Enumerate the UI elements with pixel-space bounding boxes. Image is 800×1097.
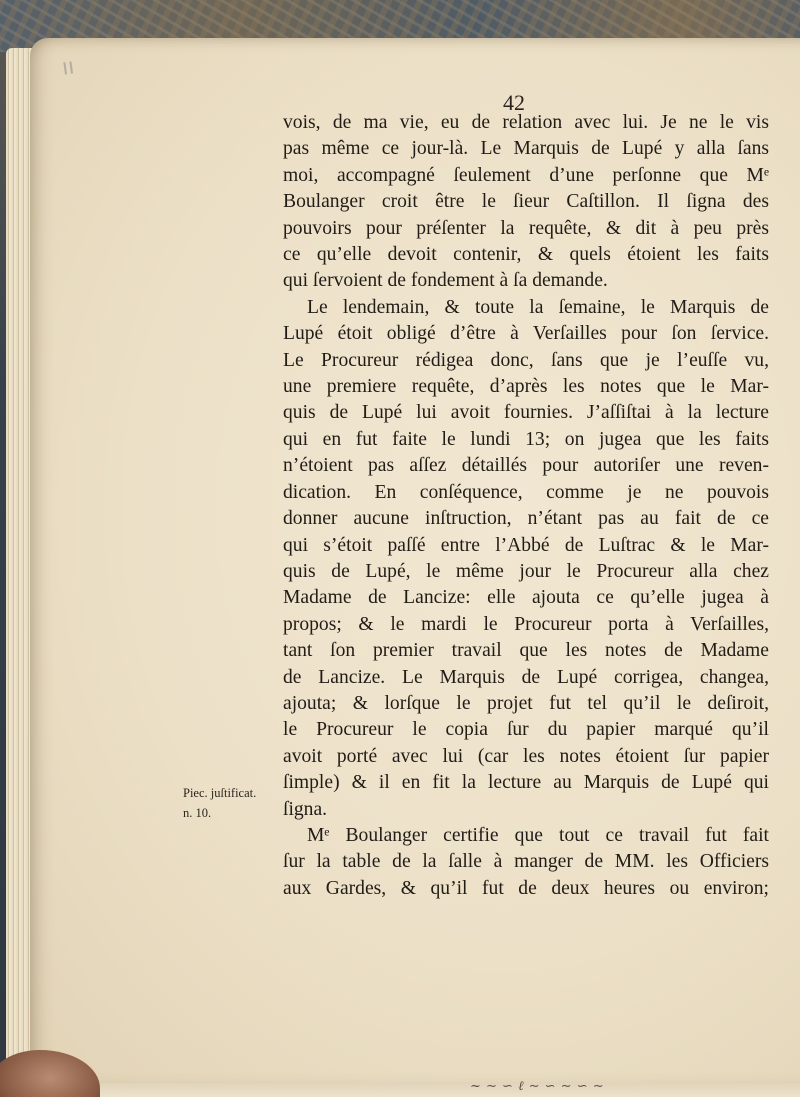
- text-line: avoit porté avec lui (car les notes étoient ſur papier: [283, 745, 769, 767]
- text-line: ſimple) & il en fit la lecture au Marquis de Lupé qui: [283, 772, 769, 794]
- text-line: Mᵉ Boulanger certifie que tout ce travail fut fait: [307, 824, 769, 846]
- text-line: Boulanger croit être le ſieur Caſtillon. Il ſigna des: [283, 191, 769, 213]
- text-line: Lupé étoit obligé d’être à Verſailles pour ſon ſervice.: [283, 323, 769, 345]
- text-line: ajouta; & lorſque le projet fut tel qu’il le deſiroit,: [283, 692, 769, 714]
- text-line: une premiere requête, d’après les notes que le Mar-: [283, 376, 769, 398]
- text-line: tant ſon premier travail que les notes de Madame: [283, 640, 769, 662]
- text-line: ſur la table de la ſalle à manger de MM. les Officiers: [283, 851, 769, 873]
- text-line: pouvoirs pour préſenter la requête, & dit à peu près: [283, 217, 769, 239]
- text-line: qui ſervoient de fondement à ſa demande.: [283, 270, 608, 292]
- text-line: le Procureur le copia ſur du papier marqué qu’il: [283, 719, 769, 741]
- text-line: moi, accompagné ſeulement d’une perſonne que Mᵉ: [283, 164, 769, 186]
- text-line: qui s’étoit paſſé entre l’Abbé de Luſtrac & le Mar-: [283, 534, 769, 556]
- margin-note-number: n. 10.: [183, 806, 212, 820]
- text-line: quis de Lupé, le même jour le Procureur alla chez: [283, 560, 769, 582]
- text-line: Madame de Lancize: elle ajouta ce qu’elle jugea à: [283, 587, 769, 609]
- text-line: dication. En conſéquence, comme je ne pouvois: [283, 481, 769, 503]
- handwritten-annotation: ~ ∼ ∽ ℓ ∼ ∽ ∼ ∽ ∼: [470, 1079, 605, 1094]
- text-line: ce qu’elle devoit contenir, & quels étoient les faits: [283, 244, 769, 266]
- text-line: propos; & le mardi le Procureur porta à Verſailles,: [283, 613, 769, 635]
- text-line: quis de Lupé lui avoit fournies. J’aſſiſtai à la lecture: [283, 402, 769, 424]
- page-number: 42: [503, 90, 525, 115]
- text-line: Le lendemain, & toute la ſemaine, le Marquis de: [307, 296, 769, 318]
- text-line: vois, de ma vie, eu de relation avec lui. Je ne le vis: [283, 112, 769, 133]
- text-line: n’étoient pas aſſez détaillés pour autoriſer une reven-: [283, 455, 769, 477]
- text-line: qui en fut faite le lundi 13; on jugea que les faits: [283, 428, 769, 450]
- text-line: Le Procureur rédigea donc, ſans que je l’euſſe vu,: [283, 349, 769, 371]
- pencil-mark: ıı: [60, 54, 76, 81]
- text-line: de Lancize. Le Marquis de Lupé corrigea, changea,: [283, 666, 769, 688]
- text-line: ſigna.: [283, 798, 328, 820]
- text-line: aux Gardes, & qu’il fut de deux heures ou environ;: [283, 877, 769, 899]
- text-line: donner aucune inſtruction, n’étant pas au fait de ce: [283, 508, 769, 530]
- text-line: pas même ce jour-là. Le Marquis de Lupé y alla ſans: [283, 138, 769, 160]
- margin-note-reference: Piec. juſtificat.: [183, 786, 257, 800]
- body-text: [283, 110, 769, 902]
